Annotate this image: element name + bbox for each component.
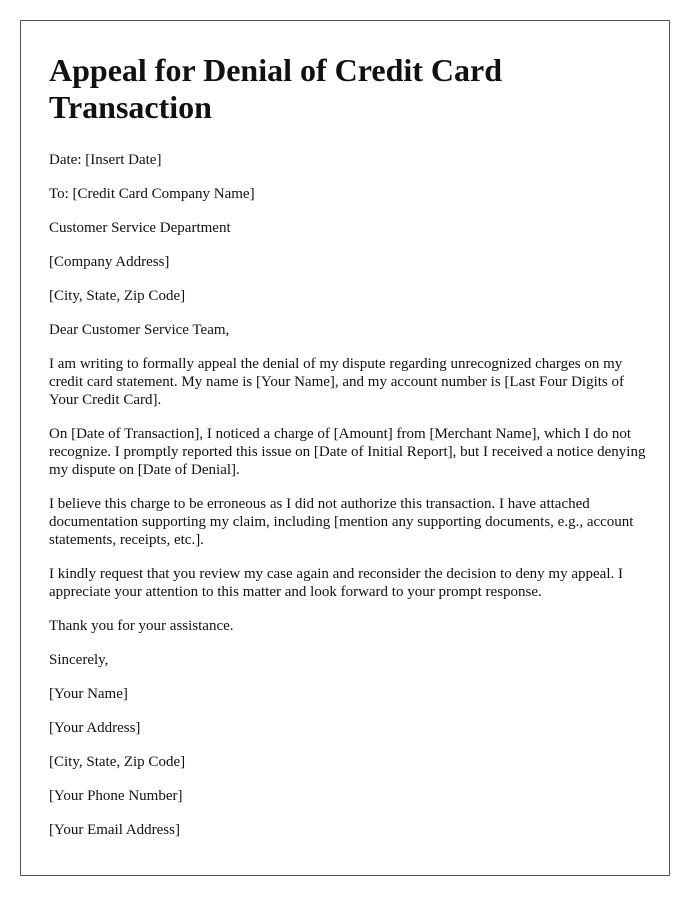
- signature-phone: [Your Phone Number]: [49, 788, 183, 804]
- signature-city: [City, State, Zip Code]: [49, 754, 186, 770]
- signature-email: [Your Email Address]: [49, 822, 180, 838]
- date-line: Date: [Insert Date]: [49, 152, 162, 168]
- body-paragraph-2: On [Date of Transaction], I noticed a charge of [Amount] from [Merchant Name], which I do not recognize. I promptly reported this issue on [Date of Initial Report], but I received a notice denying my dispute on [Date of Denial].: [49, 426, 646, 478]
- thanks-line: Thank you for your assistance.: [49, 618, 234, 634]
- letter-page: [20, 20, 670, 876]
- salutation: Dear Customer Service Team,: [49, 322, 230, 338]
- company-city-line: [City, State, Zip Code]: [49, 288, 186, 304]
- signature-name: [Your Name]: [49, 686, 128, 702]
- department-line: Customer Service Department: [49, 220, 231, 236]
- company-address-line: [Company Address]: [49, 254, 170, 270]
- recipient-line: To: [Credit Card Company Name]: [49, 186, 255, 202]
- letter-title: Appeal for Denial of Credit Card Transaction: [49, 52, 503, 125]
- body-paragraph-3: I believe this charge to be erroneous as I did not authorize this transaction. I have attached documentation supporting my claim, including [mention any supporting documents, e.g., account statements, receipts, etc.].: [49, 496, 634, 548]
- body-paragraph-4: I kindly request that you review my case again and reconsider the decision to deny my appeal. I appreciate your attention to this matter and look forward to your prompt response.: [49, 566, 623, 600]
- closing-line: Sincerely,: [49, 652, 109, 668]
- signature-address: [Your Address]: [49, 720, 141, 736]
- body-paragraph-1: I am writing to formally appeal the denial of my dispute regarding unrecognized charges on my credit card statement. My name is [Your Name], and my account number is [Last Four Digits of Your Credit Card].: [49, 356, 625, 408]
